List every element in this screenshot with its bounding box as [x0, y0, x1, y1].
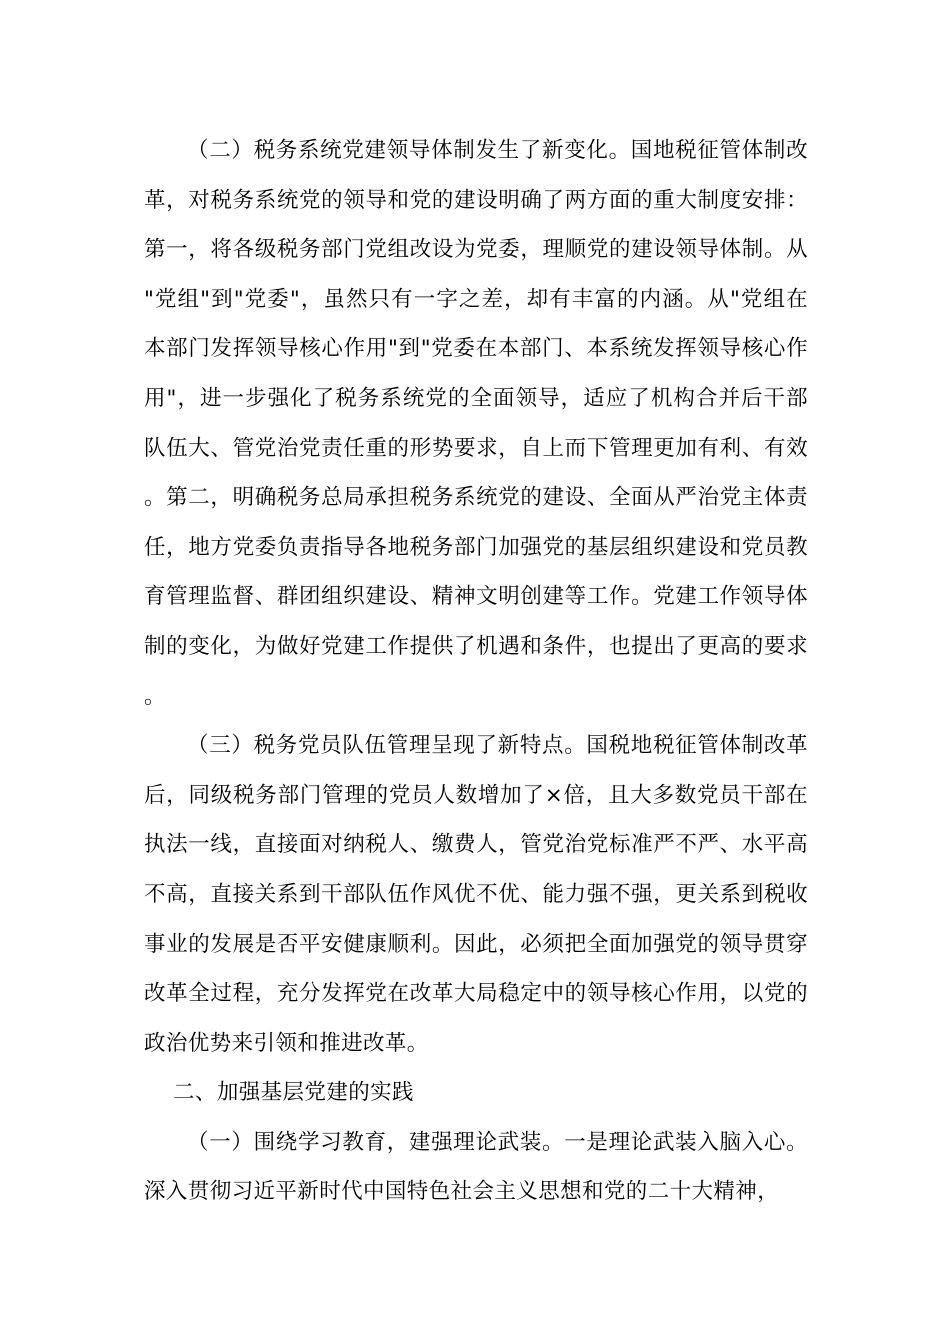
paragraph-theory-study: （一）围绕学习教育，建强理论武装。一是理论武装入脑入心。深入贯彻习近平新时代中国特色社会主义思想和党的二十大精神，: [144, 1129, 808, 1205]
paragraph-party-leadership-system: （二）税务系统党建领导体制发生了新变化。国地税征管体制改革，对税务系统党的领导和党的建设明确了两方面的重大制度安排：第一，将各级税务部门党组改设为党委，理顺党的建设领导体制。从"党组"到"党委"，虽然只有一字之差，却有丰富的内涵。从"党组在本部门发挥领导核心作用"到"党委在本部门、本系统发挥领导核心作用"，进一步强化了税务系统党的全面领导，适应了机构合并后干部队伍大、管党治党责任重的形势要求，自上而下管理更加有利、有效。第二，明确税务总局承担税务系统党的建设、全面从严治党主体责任，地方党委负责指导各地税务部门加强党的基层组织建设和党员教育管理监督、群团组织建设、精神文明创建等工作。党建工作领导体制的变化，为做好党建工作提供了机遇和条件，也提出了更高的要求。: [144, 138, 808, 709]
section-heading: 二、加强基层党建的实践: [173, 1080, 414, 1106]
document-body: [144, 126, 808, 1217]
paragraph-party-member-management: （三）税务党员队伍管理呈现了新特点。国税地税征管体制改革后，同级税务部门管理的党员人数增加了×倍，且大多数党员干部在执法一线，直接面对纳税人、缴费人，管党治党标准严不严、水平高不高，直接关系到干部队伍作风优不优、能力强不强，更关系到税收事业的发展是否平安健康顺利。因此，必须把全面加强党的领导贯穿改革全过程，充分发挥党在改革大局稳定中的领导核心作用，以党的政治优势来引领和推进改革。: [144, 733, 808, 1056]
